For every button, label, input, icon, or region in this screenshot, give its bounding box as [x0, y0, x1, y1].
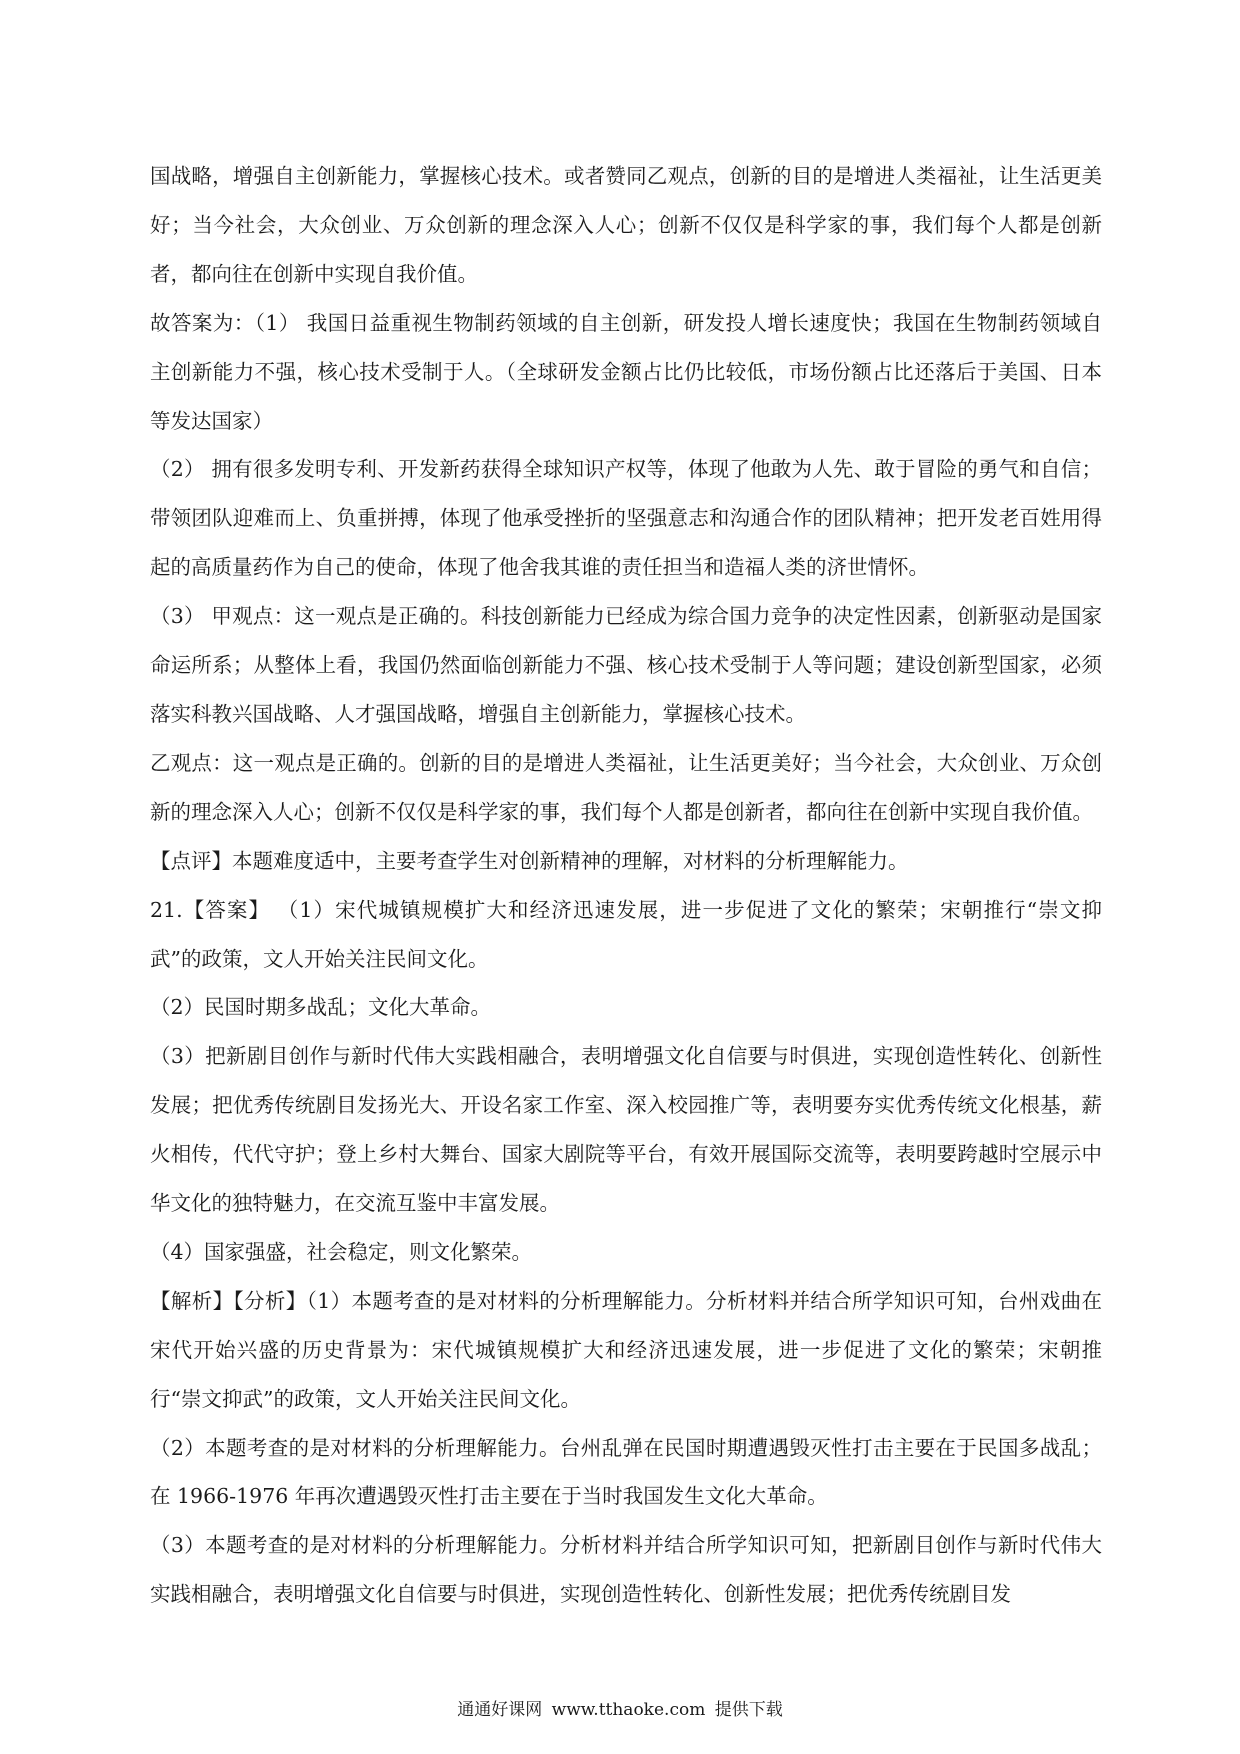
- document-body: [150, 152, 1102, 1619]
- paragraph-2: 故答案为：（1） 我国日益重视生物制药领域的自主创新，研发投人增长速度快；我国在生物制药领域自主创新能力不强，核心技术受制于人。（全球研发金额占比仍比较低，市场份额占比还落后于美国、日本等发达国家）: [150, 310, 1102, 433]
- paragraph-6: 【点评】本题难度适中，主要考查学生对创新精神的理解，对材料的分析理解能力。: [150, 848, 909, 873]
- paragraph-10: （4）国家强盛，社会稳定，则文化繁荣。: [150, 1239, 533, 1264]
- footer-url[interactable]: www.tthaoke.com: [551, 1700, 706, 1720]
- paragraph-9: （3）把新剧目创作与新时代伟大实践相融合，表明增强文化自信要与时俱进，实现创造性转化、创新性发展；把优秀传统剧目发扬光大、开设名家工作室、深入校园推广等，表明要夯实优秀传统文化根基，薪火相传，代代守护；登上乡村大舞台、国家大剧院等平台，有效开展国际交流等，表明要跨越时空展示中华文化的独特魅力，在交流互鉴中丰富发展。: [150, 1044, 1102, 1216]
- paragraph-1: 国战略，增强自主创新能力，掌握核心技术。或者赞同乙观点，创新的目的是增进人类福祉，让生活更美好；当今社会，大众创业、万众创新的理念深入人心；创新不仅仅是科学家的事，我们每个人都是创新者，都向往在创新中实现自我价值。: [150, 164, 1102, 286]
- paragraph-12: （2）本题考查的是对材料的分析理解能力。台州乱弹在民国时期遭遇毁灭性打击主要在于民国多战乱；在 1966-1976 年再次遭遇毁灭性打击主要在于当时我国发生文化大革命。: [150, 1435, 1102, 1509]
- paragraph-4: （3） 甲观点：这一观点是正确的。科技创新能力已经成为综合国力竞争的决定性因素，创新驱动是国家命运所系；从整体上看，我国仍然面临创新能力不强、核心技术受制于人等问题；建设创新型国家，必须落实科教兴国战略、人才强国战略，增强自主创新能力，掌握核心技术。: [150, 604, 1102, 726]
- paragraph-13: （3）本题考查的是对材料的分析理解能力。分析材料并结合所学知识可知，把新剧目创作与新时代伟大实践相融合，表明增强文化自信要与时俱进，实现创造性转化、创新性发展；把优秀传统剧目发: [150, 1533, 1102, 1607]
- paragraph-3: （2） 拥有很多发明专利、开发新药获得全球知识产权等，体现了他敢为人先、敢于冒险的勇气和自信；带领团队迎难而上、负重拼搏，体现了他承受挫折的坚强意志和沟通合作的团队精神；把开发老百姓用得起的高质量药作为自己的使命，体现了他舍我其谁的责任担当和造福人类的济世情怀。: [150, 457, 1102, 580]
- page-footer: [0, 1698, 1240, 1722]
- paragraph-8: （2）民国时期多战乱；文化大革命。: [150, 995, 492, 1020]
- footer-suffix: 提供下载: [714, 1700, 783, 1720]
- footer-site-name: 通通好课网: [457, 1700, 543, 1720]
- paragraph-5: 乙观点：这一观点是正确的。创新的目的是增进人类福祉，让生活更美好；当今社会，大众创业、万众创新的理念深入人心；创新不仅仅是科学家的事，我们每个人都是创新者，都向往在创新中实现自我价值。: [150, 750, 1102, 824]
- paragraph-7: 21.【答案】 （1）宋代城镇规模扩大和经济迅速发展，进一步促进了文化的繁荣；宋朝推行“崇文抑武”的政策，文人开始关注民间文化。: [150, 897, 1102, 971]
- paragraph-11: 【解析】【分析】（1）本题考查的是对材料的分析理解能力。分析材料并结合所学知识可知，台州戏曲在宋代开始兴盛的历史背景为：宋代城镇规模扩大和经济迅速发展，进一步促进了文化的繁荣；宋朝推行“崇文抑武”的政策，文人开始关注民间文化。: [150, 1288, 1102, 1411]
